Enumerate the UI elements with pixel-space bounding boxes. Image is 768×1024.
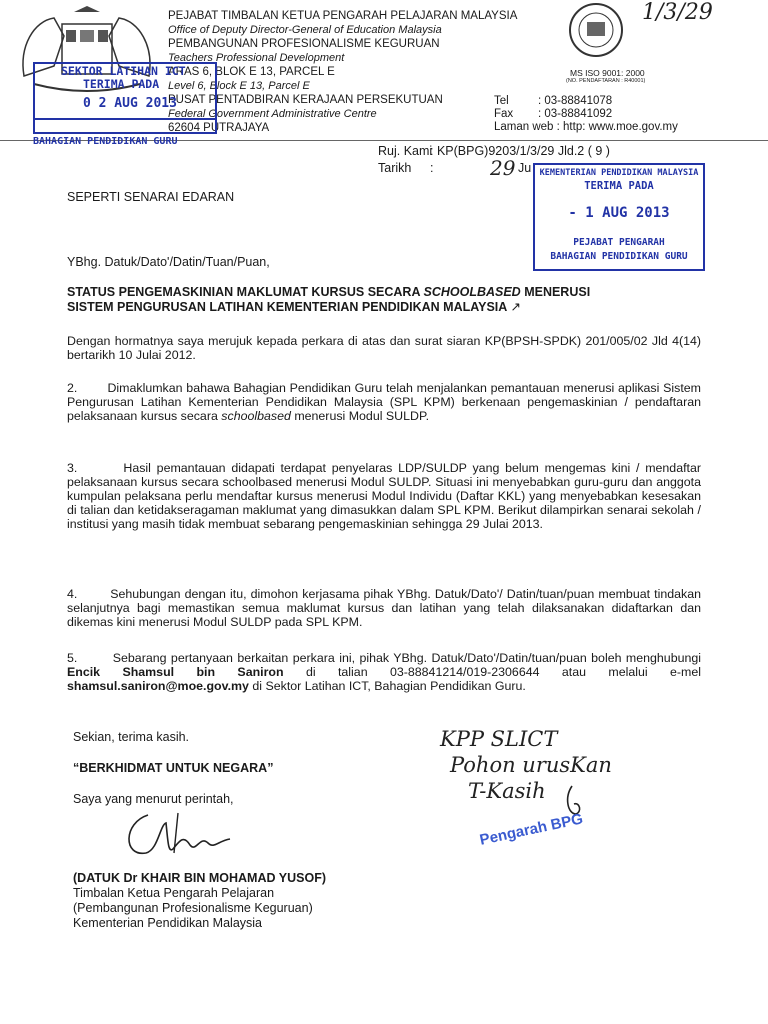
paragraph-number: 2.	[67, 381, 78, 395]
paragraph-text: Dimaklumkan bahawa Bahagian Pendidikan Guru telah menjalankan pemantauan menerusi aplikasi Sistem Pengurusan Latihan Kementerian Pendidikan Malaysia (SPL KPM) berkenaan pengemaskinian / pendaftaran pelaksanaan kursus secara	[67, 381, 701, 423]
closing-motto: “BERKHIDMAT UNTUK NEGARA”	[73, 761, 274, 775]
director-stamp: Pengarah BPG	[478, 810, 585, 849]
tarikh-label: Tarikh	[378, 161, 412, 175]
paragraph-number: 3.	[67, 461, 78, 475]
header-org-line: PUSAT PENTADBIRAN KERAJAAN PERSEKUTUAN	[168, 94, 443, 106]
recipient: SEPERTI SENARAI EDARAN	[67, 190, 235, 204]
header-org-line: PEMBANGUNAN PROFESIONALISME KEGURUAN	[168, 38, 440, 50]
paragraph-4	[67, 587, 701, 629]
header-org-line: 62604 PUTRAJAYA	[168, 122, 270, 134]
stamp-line: PEJABAT PENGARAH	[573, 237, 665, 248]
stamp-line: TERIMA PADA	[83, 77, 160, 91]
stamp-date: - 1 AUG 2013	[568, 205, 670, 221]
stamp-line: BAHAGIAN PENDIDIKAN GURU	[550, 251, 688, 262]
paragraph-text: Hasil pemantauan didapati terdapat penyelaras LDP/SULDP yang belum mengemas kini / mendaftar pelaksanaan kursus secara schoolbased menerusi Modul SULDP. Situasi ini menyebabkan guru-guru dan anggota kumpulan pelaksana perlu mendaftar kursus menerusi Modul Individu (Daftar KKL) yang menyebabkan kesesakan di talian dan ketidakseragaman maklumat yang dimasukkan dalam SPL KPM. Berikut dilampirkan senarai sekolah / institusi yang masih tidak membuat sebarang pengemaskinian sehingga 29 Julai 2013.	[67, 461, 701, 531]
header-org-line: Teachers Professional Development	[168, 52, 345, 64]
signatory-title: Kementerian Pendidikan Malaysia	[73, 916, 262, 930]
subject-text: SCHOOLBASED	[423, 285, 521, 299]
subject: STATUS PENGEMASKINIAN MAKLUMAT KURSUS SECARA SCHOOLBASED MENERUSI SISTEM PENGURUSAN LATIHAN KEMENTERIAN PENDIDIKAN MALAYSIA ↗	[67, 285, 591, 314]
received-stamp-right	[533, 163, 705, 271]
subject-text: STATUS PENGEMASKINIAN MAKLUMAT KURSUS SECARA	[67, 285, 424, 299]
paragraph-text: di Sektor Latihan ICT, Bahagian Pendidikan Guru.	[248, 679, 526, 693]
paragraph-1: Dengan hormatnya saya merujuk kepada perkara di atas dan surat siaran KP(BPSH-SPDK) 201/005/02 Jld 4(14) bertarikh 10 Julai 2012.	[67, 334, 701, 362]
contact-person: Encik Shamsul bin Saniron	[67, 665, 284, 679]
minute-line: T-Kasih	[468, 779, 546, 803]
ruj-value: : KP(BPG)9203/1/3/29 Jld.2 ( 9 )	[430, 144, 610, 158]
tel-value: : 03-88841078	[538, 95, 613, 107]
stamp-line: TERIMA PADA	[584, 180, 654, 192]
received-stamp-left	[33, 62, 217, 134]
header-org-line: Federal Government Administrative Centre	[168, 108, 377, 120]
signatory-title: Timbalan Ketua Pengarah Pelajaran	[73, 886, 275, 900]
paragraph-text: Sebarang pertanyaan berkaitan perkara ini, pihak YBhg. Datuk/Dato'/Datin/tuan/puan boleh menghubungi	[112, 651, 702, 665]
paragraph-text: di talian 03-88841214/019-2306644 atau melalui e-mel	[283, 665, 701, 679]
tel-label: Tel	[494, 95, 509, 107]
salutation: YBhg. Datuk/Dato'/Datin/Tuan/Puan,	[67, 255, 270, 269]
closing-thanks: Sekian, terima kasih.	[73, 730, 190, 744]
tarikh-value: :	[430, 161, 434, 175]
tarikh-handwritten: 29	[490, 156, 516, 180]
stamp-line: KEMENTERIAN PENDIDIKAN MALAYSIA	[539, 168, 699, 178]
paragraph-number: 4.	[67, 587, 78, 601]
handwritten-ref: 1/3/29	[642, 0, 713, 25]
header-org-line: Office of Deputy Director-General of Education Malaysia	[168, 24, 442, 36]
paragraph-text: menerusi Modul SULDP.	[290, 409, 430, 423]
paragraph-text: Sehubungan dengan itu, dimohon kerjasama pihak YBhg. Datuk/Dato'/ Datin/tuan/puan membuat tindakan selanjutnya bagi memastikan semua maklumat kursus dan latihan yang telah dilaksanakan didaftarkan dan dikemas kini menerusi Modul SULDP pada SPL KPM.	[67, 587, 702, 629]
stamp-line: SEKTOR LATIHAN ICT	[61, 64, 186, 78]
iso-label: MS ISO 9001: 2000	[570, 68, 645, 78]
subject-text: SISTEM PENGURUSAN LATIHAN KEMENTERIAN PENDIDIKAN MALAYSIA	[67, 300, 507, 314]
paragraph-text: schoolbased	[221, 409, 291, 423]
website: Laman web : http: www.moe.gov.my	[494, 121, 678, 133]
stamp-footer: BAHAGIAN PENDIDIKAN GURU	[33, 136, 178, 147]
paragraph-5	[67, 651, 701, 693]
paragraph-number: 5.	[67, 651, 78, 665]
stamp-date: 0 2 AUG 2013	[83, 96, 177, 111]
header-org-line: PEJABAT TIMBALAN KETUA PENGARAH PELAJARAN MALAYSIA	[168, 10, 518, 22]
paragraph-3	[67, 461, 701, 531]
iso-reg: (NO. PENDAFTARAN : R40001)	[566, 78, 646, 84]
ruj-label: Ruj. Kami	[378, 144, 433, 158]
fax-value: : 03-88841092	[538, 108, 613, 120]
signature-icon	[118, 805, 248, 865]
paragraph-2	[67, 381, 701, 423]
minute-line: KPP SLICT	[440, 727, 558, 751]
header-org-line: Level 6, Block E 13, Parcel E	[168, 80, 310, 92]
signatory-name: (DATUK Dr KHAIR BIN MOHAMAD YUSOF)	[73, 871, 326, 885]
closing-order: Saya yang menurut perintah,	[73, 792, 234, 806]
fax-label: Fax	[494, 108, 514, 120]
iso-seal-icon	[568, 2, 624, 58]
signatory-title: (Pembangunan Profesionalisme Keguruan)	[73, 901, 313, 915]
contact-email[interactable]: shamsul.saniron@moe.gov.my	[67, 679, 249, 693]
minute-line: Pohon urusKan	[450, 753, 612, 777]
tarikh-rest: Ju	[518, 161, 532, 175]
subject-text: MENERUSI	[520, 285, 591, 299]
header-org-line: ARAS 6, BLOK E 13, PARCEL E	[168, 66, 335, 78]
